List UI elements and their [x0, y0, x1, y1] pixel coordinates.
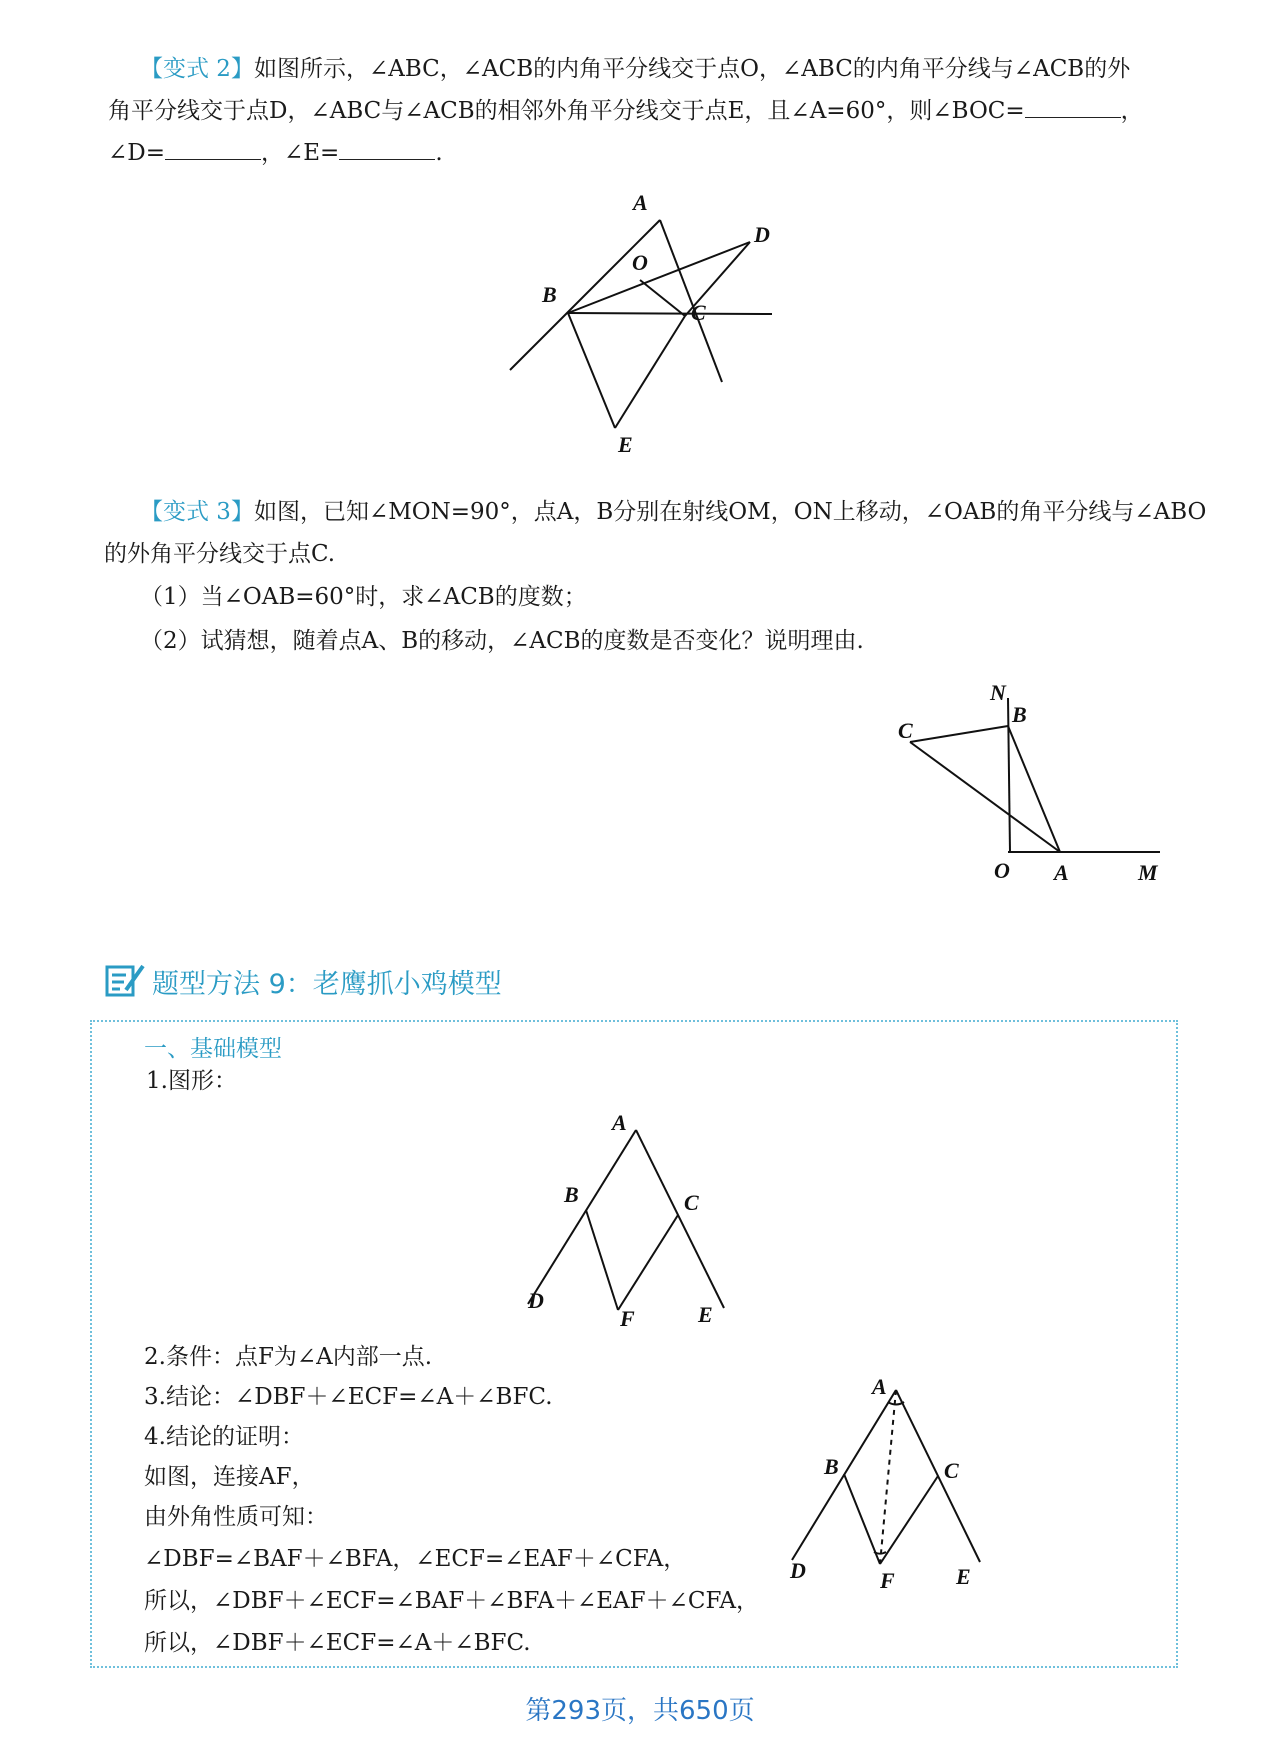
label-a: A: [633, 190, 648, 215]
label-m: M: [1138, 860, 1158, 885]
angle-arc-f: [874, 1552, 886, 1554]
line-oc: [640, 280, 685, 316]
label-e: E: [956, 1564, 971, 1589]
variant2-tag: 【变式 2】: [140, 56, 254, 82]
segment-fc: [618, 1215, 678, 1310]
variant2-text-1: 如图所示，∠ABC，∠ACB的内角平分线交于点O，∠ABC的内角平分线与∠ACB的外: [253, 56, 1131, 82]
label-b: B: [542, 282, 557, 307]
label-f: F: [620, 1306, 635, 1331]
proof-line-1: 如图，连接AF，: [144, 1464, 315, 1490]
segment-bf: [844, 1474, 880, 1564]
notebook-pen-icon: [104, 962, 146, 998]
line-bd: [568, 242, 750, 313]
label-c: C: [944, 1458, 959, 1483]
variant3-text-2: 的外角平分线交于点C.: [104, 541, 336, 567]
line-bc: [910, 726, 1008, 742]
label-a: A: [872, 1374, 887, 1399]
ray-ad: [528, 1130, 636, 1304]
label-n: N: [990, 680, 1006, 705]
variant2-text-2: 角平分线交于点D，∠ABC与∠ACB的相邻外角平分线交于点E，且∠A=60°，则∠BOC=: [108, 98, 1025, 124]
label-d: D: [754, 222, 770, 247]
variant3-question-2: （2）试猜想，随着点A、B的移动，∠ACB的度数是否变化？说明理由.: [140, 628, 864, 654]
item-conclusion: 3.结论：∠DBF＋∠ECF=∠A＋∠BFC.: [144, 1384, 553, 1410]
angle-arc-a: [888, 1402, 904, 1405]
ray-on: [1008, 698, 1010, 852]
proof-line-3: ∠DBF=∠BAF＋∠BFA，∠ECF=∠EAF＋∠CFA，: [144, 1546, 687, 1572]
label-a: A: [1054, 860, 1069, 885]
label-d: D: [528, 1288, 544, 1313]
label-e: E: [698, 1302, 713, 1327]
label-e: E: [618, 432, 633, 457]
variant2-angle-e: ，∠E=: [260, 140, 340, 166]
variant2-comma: ，: [1120, 98, 1144, 124]
label-c: C: [684, 1190, 699, 1215]
variant2-line3: [108, 136, 443, 170]
segment-fc: [880, 1476, 938, 1564]
variant3-tag: 【变式 3】: [140, 499, 254, 525]
variant3-line1: [140, 495, 1206, 529]
variant2-figure: [500, 190, 800, 460]
label-o: O: [632, 250, 648, 275]
page-number: 第293页，共650页: [525, 1696, 755, 1726]
model-figure-1: [520, 1112, 760, 1332]
segment-bf: [586, 1210, 618, 1310]
item-proof-heading: 4.结论的证明：: [144, 1424, 304, 1450]
variant2-period: .: [435, 140, 443, 166]
proof-line-2: 由外角性质可知：: [144, 1504, 328, 1530]
variant3-question-1: （1）当∠OAB=60°时，求∠ACB的度数；: [140, 584, 587, 610]
label-b: B: [1012, 702, 1027, 727]
label-d: D: [790, 1558, 806, 1583]
model-figure-2: [780, 1372, 1020, 1594]
label-c: C: [898, 718, 913, 743]
variant3-figure: [890, 680, 1190, 890]
variant3-text-1: 如图，已知∠MON=90°，点A，B分别在射线OM，ON上移动，∠OAB的角平分线与∠ABO: [253, 499, 1207, 525]
variant2-line1: [140, 52, 1130, 86]
variant2-line2: [108, 94, 1144, 128]
line-bc-extended: [568, 313, 772, 314]
label-c: C: [691, 300, 706, 325]
proof-line-4: 所以，∠DBF＋∠ECF=∠BAF＋∠BFA＋∠EAF＋∠CFA，: [144, 1588, 760, 1614]
variant2-angle-d: ∠D=: [108, 140, 165, 166]
item-condition: 2.条件：点F为∠A内部一点.: [144, 1344, 433, 1370]
label-o: O: [994, 858, 1010, 883]
proof-line-5: 所以，∠DBF＋∠ECF=∠A＋∠BFC.: [144, 1630, 531, 1656]
line-be: [568, 313, 615, 428]
answer-blank-boc: [1025, 95, 1121, 118]
label-b: B: [824, 1454, 839, 1479]
answer-blank-d: [165, 137, 261, 160]
label-a: A: [612, 1112, 627, 1135]
item-figure: 1.图形：: [146, 1068, 237, 1094]
line-ce: [615, 316, 685, 428]
subhead-basic-model: 一、基础模型: [144, 1036, 282, 1062]
line-ba-extended: [510, 220, 660, 370]
answer-blank-e: [339, 137, 435, 160]
label-b: B: [564, 1182, 579, 1207]
dashed-af: [880, 1390, 896, 1564]
section-title: 题型方法 9：老鹰抓小鸡模型: [152, 969, 502, 1000]
ray-ae: [636, 1130, 724, 1308]
label-f: F: [880, 1568, 895, 1593]
